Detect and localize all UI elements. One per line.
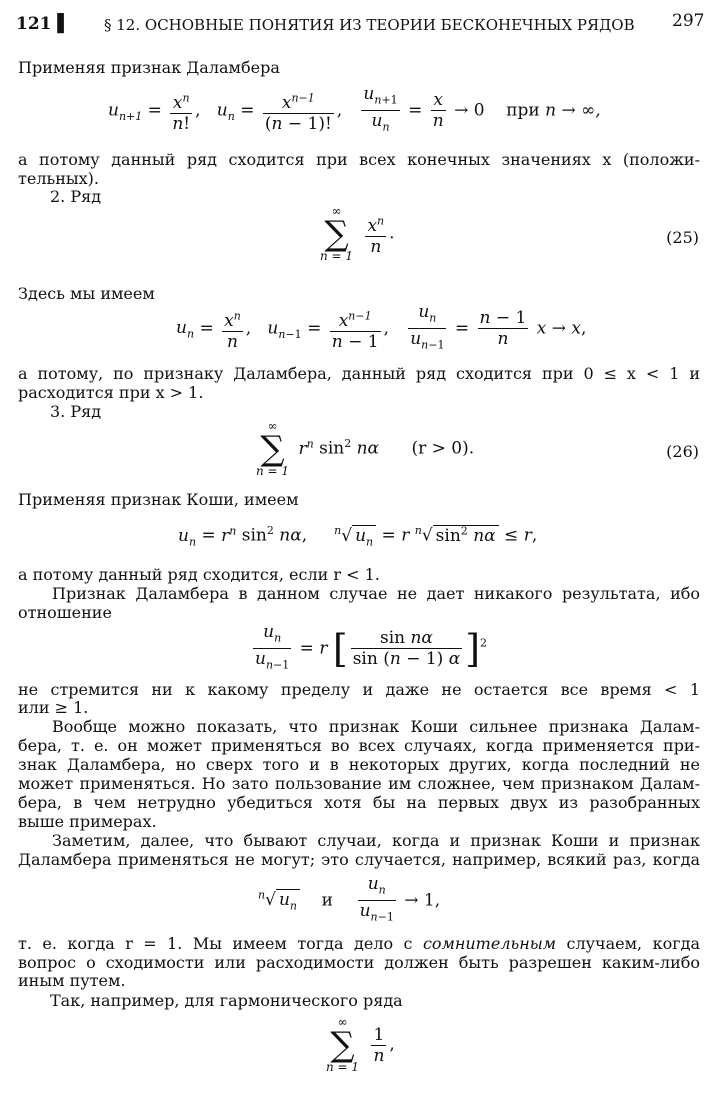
paragraph-continuation: тельных).	[18, 169, 99, 188]
sum-lower-limit: n = 1	[320, 249, 354, 263]
sum-upper-limit: ∞	[331, 204, 342, 218]
paragraph: а потому данный ряд сходится, если r < 1.	[18, 565, 380, 584]
paragraph-line: бера, в чем нетрудно убедиться хотя бы на первых двух из разобранных	[18, 793, 700, 812]
text-segment: случаем, когда	[566, 934, 700, 953]
word-and: и	[321, 890, 333, 911]
paragraph: Применяя признак Коши, имеем	[18, 490, 299, 509]
running-head-left-number: 121	[16, 14, 52, 34]
paragraph-continuation: расходится при x > 1.	[18, 383, 204, 402]
formula-dalembert-2: $u_n$ = $\frac{x^n}{n}$ , $u_{n-1}$ = $\frac{x^{n-1}}{n - 1}$ , $\frac{u_n}{u_{n-1}}$ = $\frac{n - 1}{n}$ x → x,	[176, 302, 587, 352]
paragraph: Здесь мы имеем	[18, 284, 155, 303]
paragraph-line: знак Даламбера, но сверх того и в некоторых других, когда последний не	[18, 755, 700, 774]
paragraph-line: иным путем.	[18, 971, 126, 990]
formula-eq25: ∞ ∑ n = 1 $\frac{x^n}{n}$ .	[320, 204, 395, 263]
paragraph-line: может применяться. Но зато пользование им сложнее, чем признаком Далам-	[18, 774, 700, 793]
paragraph-continuation: или ≥ 1.	[18, 698, 89, 717]
paragraph-continuation: отношение	[18, 603, 112, 622]
paragraph-line: бера, т. е. он может применяться во всех случаях, когда применяется при-	[18, 736, 700, 755]
paragraph: а потому данный ряд сходится при всех конечных значениях x (положи-	[18, 150, 700, 169]
paragraph-line: вопрос о сходимости или расходимости должен быть разрешен каким-либо	[18, 953, 700, 972]
item-heading: 2. Ряд	[50, 187, 102, 206]
running-head-title: § 12. ОСНОВНЫЕ ПОНЯТИЯ ИЗ ТЕОРИИ БЕСКОНЕЧНЫХ РЯДОВ	[104, 16, 635, 34]
formula-ratio: $\frac{u_n}{u_{n-1}}$ = r [ $\frac{\text{sin nα}}{\sin (n - 1) \alpha}$ ]$^2$	[255, 622, 488, 672]
eq26-condition: (r > 0).	[411, 438, 475, 459]
formula-dalembert-1: $u_{n+1}$ = $\frac{x^n}{n!}$ , $u_n$ = $\frac{x^{n-1}}{(n - 1)!}$ , $\frac{u_{n+1}}{u_n}$ = $\frac{x}{n}$ → 0 при n → ∞,	[108, 84, 601, 134]
paragraph	[18, 934, 700, 953]
paragraph: не стремится ни к какому пределу и даже не остается все время < 1	[18, 680, 700, 699]
formula-cauchy: $u_n = r^n$ $\sin^2 n\alpha$, $^n$√ $u_n = r$ $^n$√ $\sin^2 n\alpha \le r$,	[178, 524, 538, 549]
limit-infinity: n → ∞,	[545, 100, 601, 121]
paragraph: Признак Даламбера в данном случае не дает никакого результата, ибо	[52, 584, 700, 603]
paragraph: Вообще можно показать, что признак Коши сильнее признака Далам-	[52, 717, 700, 736]
paragraph: Так, например, для гармонического ряда	[50, 991, 403, 1010]
formula-harmonic-series: ∞ ∑ n = 1 $\frac{1}{n}$ ,	[326, 1015, 395, 1074]
text-segment: т. е. когда r = 1. Мы имеем тогда дело с	[18, 934, 413, 953]
formula-eq26: ∞ ∑ n = 1 $r^n$ $\sin^2 n\alpha$ (r > 0).	[256, 419, 475, 478]
paragraph-line: выше примерах.	[18, 812, 157, 831]
running-head-number: 121 ▌	[16, 14, 71, 34]
word-when: при	[506, 100, 540, 121]
paragraph: а потому, по признаку Даламбера, данный ряд сходится при 0 ≤ x < 1 и	[18, 364, 700, 383]
paragraph: Применяя признак Даламбера	[18, 58, 280, 77]
formula-limit-one: $^n$√ $u_n$ и $\frac{u_n}{u_{n-1}}$ → 1,	[258, 874, 441, 924]
item-heading: 3. Ряд	[50, 402, 102, 421]
page-number: 297	[672, 11, 705, 31]
equation-number-25: (25)	[666, 228, 699, 247]
equation-number-26: (26)	[666, 442, 699, 461]
paragraph-line: Даламбера применяться не могут; это случается, например, всякий раз, когда	[18, 850, 700, 869]
emphasis-doubtful: сомнительным	[422, 934, 557, 953]
paragraph: Заметим, далее, что бывают случаи, когда и признак Коши и признак	[52, 831, 700, 850]
